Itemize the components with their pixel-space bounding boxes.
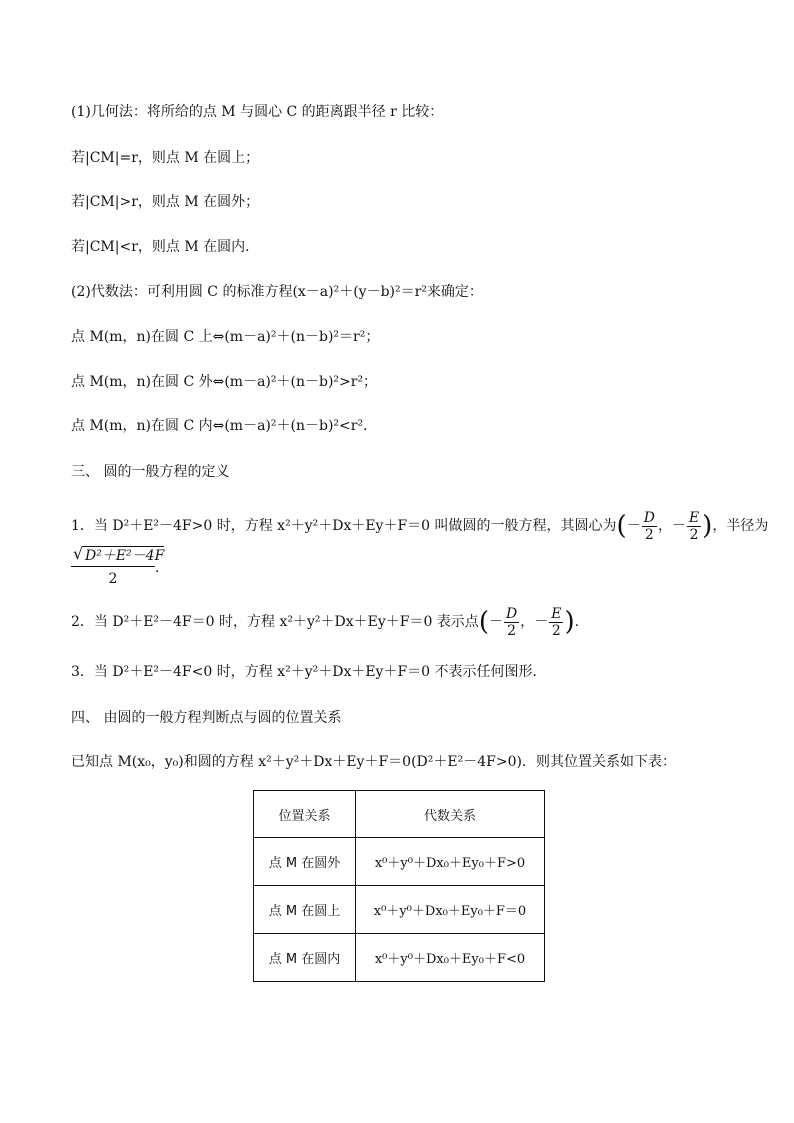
row-relation: x⁰＋y⁰＋Dx₀＋Ey₀＋F＝0 [356, 886, 545, 934]
item1-text: 1．当 D²＋E²－4F>0 时，方程 x²＋y²＋Dx＋Ey＋F＝0 叫做圆的一般方程，其圆心为 [71, 518, 617, 534]
radius-label: ，半径为 [712, 518, 769, 534]
row-relation: x⁰＋y⁰＋Dx₀＋Ey₀＋F<0 [356, 934, 545, 982]
section3-heading: 三、 圆的一般方程的定义 [71, 464, 230, 480]
case-outside-circle: 若|CM|>r，则点 M 在圆外； [71, 194, 260, 210]
method1-geometric: (1)几何法：将所给的点 M 与圆心 C 的距离跟半径 r 比较： [71, 104, 444, 120]
radius-numerator: D²＋E²－4F [85, 548, 165, 564]
header-position: 位置关系 [254, 791, 356, 838]
item2-line: 2．当 D²＋E²－4F＝0 时，方程 x²＋y²＋Dx＋Ey＋F＝0 表示点(－ $\frac{D}{2}$ ，－ $\frac{E}{2}$ ). [71, 605, 580, 639]
method2-algebraic: (2)代数法：可利用圆 C 的标准方程(x－a)²＋(y－b)²＝r²来确定： [71, 284, 483, 300]
sqrt-symbol: √ [73, 544, 84, 563]
position-relation-table [253, 790, 545, 982]
algebraic-on: 点 M(m，n)在圆 C 上⇔(m－a)²＋(n－b)²＝r²； [71, 329, 380, 345]
row-relation: x⁰＋y⁰＋Dx₀＋Ey₀＋F>0 [356, 838, 545, 886]
left-paren: ( [616, 511, 627, 541]
case-inside-circle: 若|CM|<r，则点 M 在圆内． [71, 239, 260, 255]
row-position: 点 M 在圆外 [254, 838, 356, 886]
table-row [254, 838, 545, 886]
header-relation: 代数关系 [356, 791, 545, 838]
table-row [254, 934, 545, 982]
point-y-fraction: $\frac{E}{2}$ [551, 605, 562, 639]
row-position: 点 M 在圆上 [254, 886, 356, 934]
center-x-fraction: $\frac{D}{2}$ [643, 509, 655, 543]
table-header-row [254, 791, 545, 838]
item1-line: 1．当 D²＋E²－4F>0 时，方程 x²＋y²＋Dx＋Ey＋F＝0 叫做圆的一般方程，其圆心为(－ $\frac{D}{2}$ ，－ $\frac{E}{2}$ )，半径为 [71, 509, 769, 543]
item2-text: 2．当 D²＋E²－4F＝0 时，方程 x²＋y²＋Dx＋Ey＋F＝0 表示点 [71, 614, 479, 630]
item3-line: 3．当 D²＋E²－4F<0 时，方程 x²＋y²＋Dx＋Ey＋F＝0 不表示任何图形． [71, 664, 547, 680]
algebraic-out: 点 M(m，n)在圆 C 外⇔(m－a)²＋(n－b)²>r²； [71, 374, 378, 390]
right-paren: ) [702, 511, 713, 541]
case-on-circle: 若|CM|=r，则点 M 在圆上； [71, 150, 260, 166]
radius-denominator: 2 [108, 571, 118, 587]
point-x-fraction: $\frac{D}{2}$ [505, 605, 518, 639]
row-position: 点 M 在圆内 [254, 934, 356, 982]
radius-period: . [155, 560, 160, 576]
radius-fraction [71, 544, 165, 589]
center-y-fraction: $\frac{E}{2}$ [688, 509, 700, 543]
section4-heading: 四、 由圆的一般方程判断点与圆的位置关系 [71, 710, 342, 726]
algebraic-in: 点 M(m，n)在圆 C 内⇔(m－a)²＋(n－b)²<r². [71, 418, 368, 434]
table-row [254, 886, 545, 934]
section4-intro: 已知点 M(x₀，y₀)和圆的方程 x²＋y²＋Dx＋Ey＋F＝0(D²＋E²－4F>0)．则其位置关系如下表： [71, 754, 676, 770]
